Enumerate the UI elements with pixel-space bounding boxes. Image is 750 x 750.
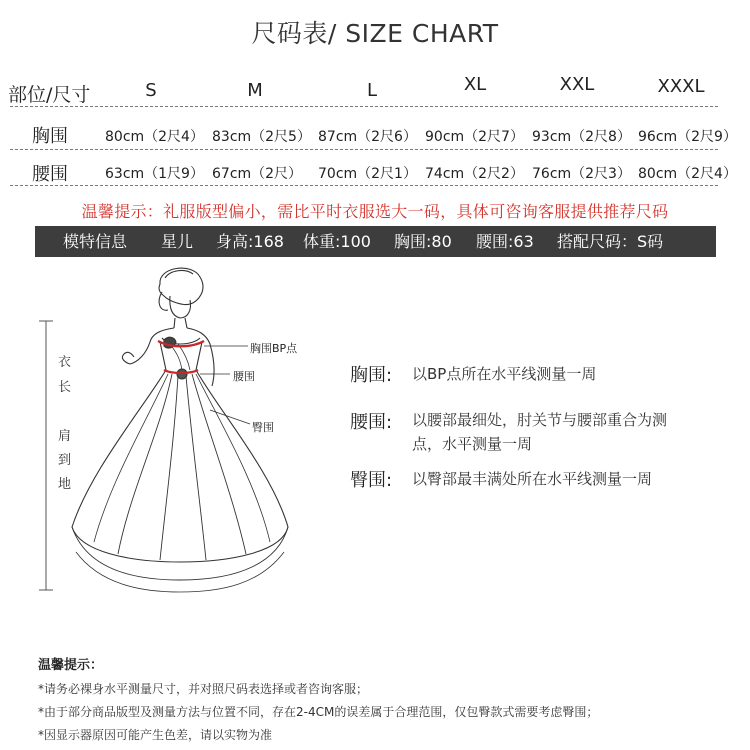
page-title: 尺码表/ SIZE CHART xyxy=(251,19,499,48)
model-weight: 体重:100 xyxy=(303,232,371,251)
length-char-3: 肩 xyxy=(58,429,72,444)
divider-2 xyxy=(10,149,718,150)
model-bust: 胸围:80 xyxy=(394,232,452,251)
model-fit-size: 搭配尺码：S码 xyxy=(557,232,664,251)
cell-waist-l: 70cm（2尺1） xyxy=(318,166,417,182)
cell-bust-s: 80cm（2尺4） xyxy=(105,129,204,145)
cell-bust-xxxl: 96cm（2尺9） xyxy=(638,129,737,145)
size-m: M xyxy=(247,80,263,101)
cell-bust-l: 87cm（2尺6） xyxy=(318,129,417,145)
model-info-bar xyxy=(35,226,716,257)
row-label-bust: 胸围 xyxy=(32,126,68,147)
size-xl: XL xyxy=(463,74,487,95)
length-char-2: 长 xyxy=(58,380,72,395)
label-bust-bp: 胸围BP点 xyxy=(250,342,298,355)
tips-title: 温馨提示： xyxy=(38,658,104,673)
cell-bust-m: 83cm（2尺5） xyxy=(212,129,311,145)
cell-waist-s: 63cm（1尺9） xyxy=(105,166,204,182)
desc-text-hip: 以臀部最丰满处所在水平线测量一周 xyxy=(412,470,653,488)
size-s: S xyxy=(145,80,157,101)
tip-item-1: *请务必裸身水平测量尺寸，并对照尺码表选择或者咨询客服； xyxy=(38,682,369,696)
length-char-4: 到 xyxy=(58,453,72,468)
cell-waist-m: 67cm（2尺） xyxy=(212,166,303,182)
divider-3 xyxy=(10,185,718,186)
model-name: 星儿 xyxy=(161,232,194,251)
desc-text-bust: 以BP点所在水平线测量一周 xyxy=(412,365,597,383)
divider-1 xyxy=(10,106,718,107)
model-info-label: 模特信息 xyxy=(63,232,128,251)
model-waist: 腰围:63 xyxy=(476,232,534,251)
tip-item-3: *因显示器原因可能产生色差，请以实物为准 xyxy=(38,728,273,742)
row-label-waist: 腰围 xyxy=(32,164,68,185)
cell-waist-xl: 74cm（2尺2） xyxy=(425,166,524,182)
cell-bust-xxl: 93cm（2尺8） xyxy=(532,129,631,145)
desc-key-bust: 胸围: xyxy=(350,365,393,386)
size-xxxl: XXXL xyxy=(657,76,705,97)
desc-key-hip: 臀围: xyxy=(350,470,393,491)
desc-text-waist-1: 以腰部最细处，肘关节与腰部重合为测 xyxy=(412,411,668,429)
cell-waist-xxxl: 80cm（2尺4） xyxy=(638,166,737,182)
desc-text-waist-2: 点，水平测量一周 xyxy=(412,435,533,453)
size-xxl: XXL xyxy=(559,74,595,95)
length-char-5: 地 xyxy=(58,477,72,492)
header-label: 部位/尺寸 xyxy=(8,84,91,106)
size-l: L xyxy=(366,80,378,101)
label-hip: 臀围 xyxy=(252,421,274,434)
length-char-1: 衣 xyxy=(58,355,72,370)
model-height: 身高:168 xyxy=(216,232,284,251)
cell-waist-xxl: 76cm（2尺3） xyxy=(532,166,631,182)
tip-item-2: *由于部分商品版型及测量方法与位置不同，存在2-4CM的误差属于合理范围，仅包臀款式需要考虑臀围； xyxy=(38,705,599,719)
cell-bust-xl: 90cm（2尺7） xyxy=(425,129,524,145)
desc-key-waist: 腰围: xyxy=(350,412,393,433)
label-waist: 腰围 xyxy=(233,370,255,383)
size-warning: 温馨提示：礼服版型偏小，需比平时衣服选大一码，具体可咨询客服提供推荐尺码 xyxy=(81,202,669,221)
length-bracket xyxy=(30,318,60,598)
